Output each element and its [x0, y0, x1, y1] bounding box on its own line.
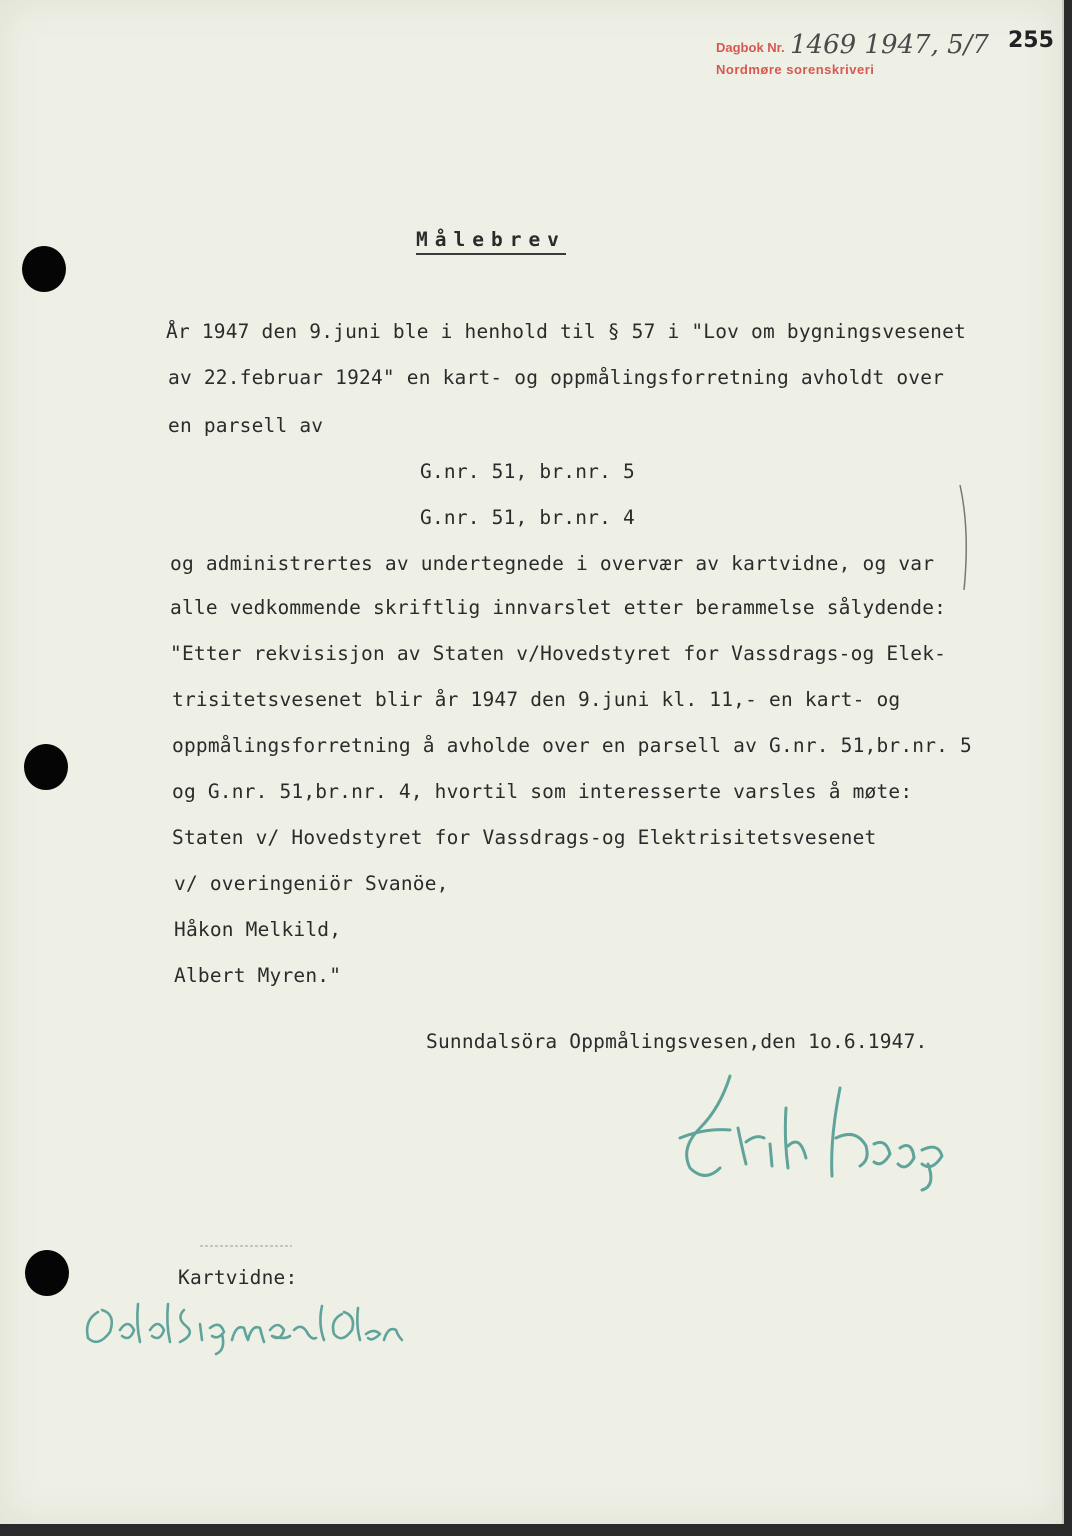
- punch-hole-bottom: [25, 1250, 69, 1296]
- divider-line: [200, 1244, 300, 1248]
- body-line: År 1947 den 9.juni ble i henhold til § 57 i "Lov om bygningsvesenet: [166, 320, 966, 343]
- body-line: og administrertes av undertegnede i overvær av kartvidne, og var: [170, 552, 935, 575]
- witness-label: Kartvidne:: [178, 1266, 298, 1289]
- body-line: oppmålingsforretning å avholde over en parsell av G.nr. 51,br.nr. 5: [172, 734, 972, 757]
- body-line: en parsell av: [168, 414, 324, 437]
- body-line: av 22.februar 1924" en kart- og oppmålingsforretning avholdt over: [168, 366, 945, 389]
- signature-witness-text: [100, 1360, 110, 1361]
- page-number: 255: [1008, 28, 1054, 53]
- body-line: Håkon Melkild,: [174, 918, 342, 941]
- body-line: v/ overingeniör Svanöe,: [174, 872, 449, 895]
- signature-main-text: [760, 1200, 766, 1201]
- stamp-handwritten-number: 1469 1947, 5/7: [790, 30, 989, 60]
- body-line: trisitetsvesenet blir år 1947 den 9.juni kl. 11,- en kart- og: [172, 688, 901, 711]
- margin-bracket-mark: [950, 480, 980, 600]
- body-line: Albert Myren.": [174, 964, 342, 987]
- stamp-line-2: Nordmøre sorenskriveri: [716, 62, 875, 77]
- property-line: G.nr. 51, br.nr. 5: [420, 460, 635, 483]
- punch-hole-top: [22, 246, 66, 292]
- place-date-line: Sunndalsöra Oppmålingsvesen,den 1o.6.1947.: [426, 1030, 928, 1053]
- body-line: "Etter rekvisisjon av Staten v/Hovedstyret for Vassdrags-og Elek-: [170, 642, 947, 665]
- body-line: alle vedkommende skriftlig innvarslet etter berammelse sålydende:: [170, 596, 947, 619]
- punch-hole-middle: [24, 744, 68, 790]
- signature-witness: [80, 1300, 410, 1360]
- property-line: G.nr. 51, br.nr. 4: [420, 506, 635, 529]
- signature-main: [660, 1068, 960, 1198]
- document-title: Målebrev: [416, 228, 566, 255]
- body-line: og G.nr. 51,br.nr. 4, hvortil som interesserte varsles å møte:: [172, 780, 913, 803]
- body-line: Staten v/ Hovedstyret for Vassdrags-og Elektrisitetsvesenet: [172, 826, 877, 849]
- stamp-line-1: Dagbok Nr.: [716, 40, 785, 55]
